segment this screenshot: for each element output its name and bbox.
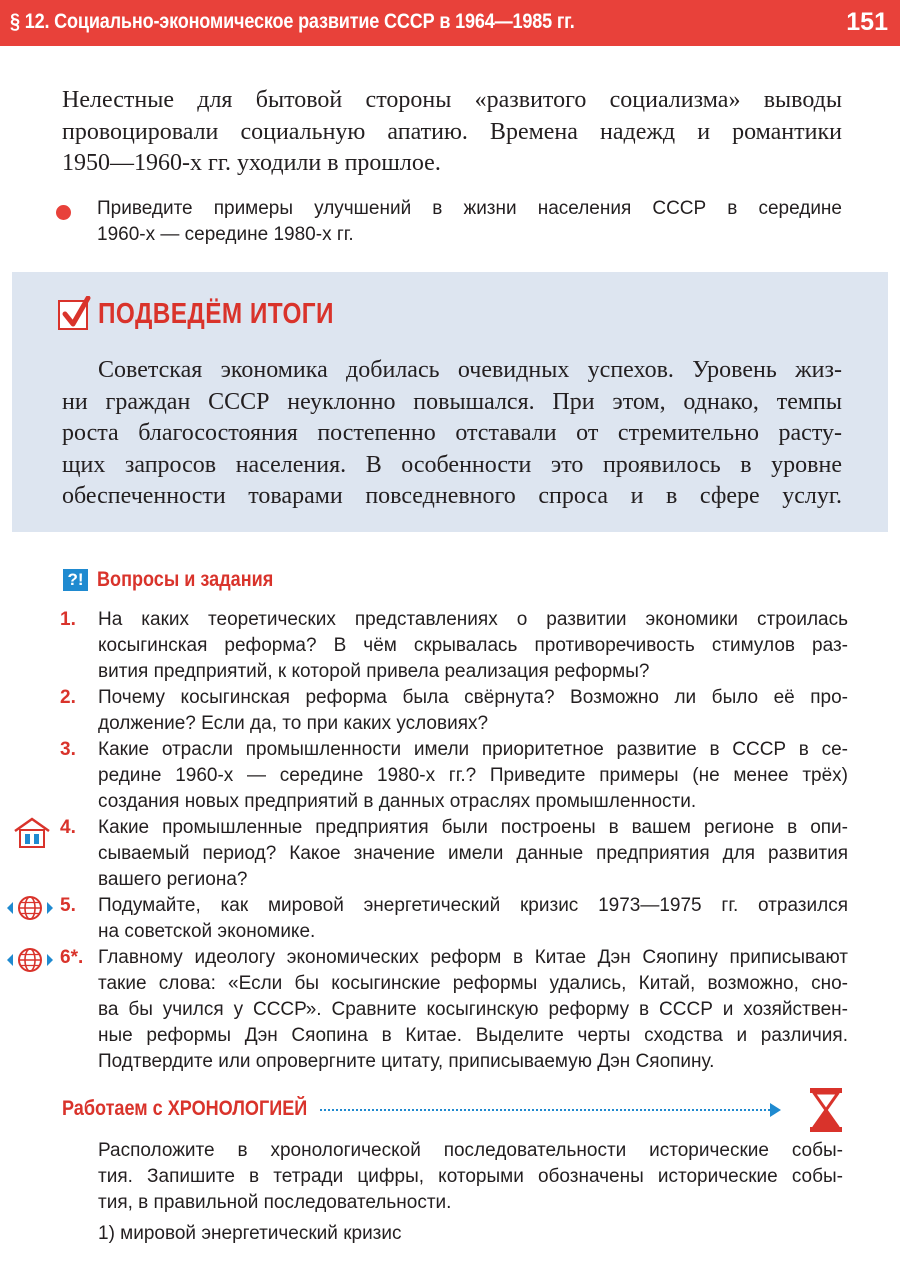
summary-line: Советская экономика добилась очевидных успехов. Уровень жиз- (98, 357, 842, 383)
page-header (0, 0, 900, 46)
question-line: Какие отрасли промышленности имели приоритетное развитие в СССР в се- (98, 739, 848, 760)
question-number: 3. (60, 739, 76, 760)
question-line: ные реформы Дэн Сяопина в Китае. Выделите черты сходства и различия. (98, 1025, 848, 1046)
chronology-item: 1) мировой энергетический кризис (98, 1223, 402, 1244)
question-line: такие слова: «Если бы косыгинские реформы удались, Китай, возможно, сно- (98, 973, 848, 994)
home-region-icon (12, 816, 52, 855)
questions-heading: Вопросы и задания (97, 568, 274, 591)
question-line: На каких теоретических представлениях о развитии экономики строилась (98, 609, 848, 630)
task-text (97, 196, 842, 248)
checkmark-icon (58, 300, 88, 330)
page-number: 151 (846, 8, 888, 36)
chronology-heading: Работаем с ХРОНОЛОГИЕЙ (62, 1097, 308, 1120)
question-line: редине 1960-х — середине 1980-х гг.? Приведите примеры (не менее трёх) (98, 765, 848, 786)
question-item (48, 607, 848, 685)
question-line: вашего региона? (98, 869, 248, 890)
intro-line: провоцировали социальную апатию. Времена надежд и романтики (62, 118, 842, 145)
question-line: ва бы учился у СССР». Сравните косыгинскую реформу в СССР и хозяйствен- (98, 999, 848, 1020)
bullet-dot-icon (56, 205, 71, 220)
chronology-line: тия, в правильной последовательности. (98, 1192, 452, 1213)
question-line: на советской экономике. (98, 921, 316, 942)
question-number: 2. (60, 687, 76, 708)
question-item (48, 893, 848, 945)
summary-line: ни граждан СССР неуклонно повышался. При этом, однако, темпы (62, 388, 842, 415)
question-item (48, 945, 848, 1075)
summary-heading: ПОДВЕДЁМ ИТОГИ (98, 298, 334, 330)
questions-icon: ?! (63, 569, 88, 591)
question-line: Подумайте, как мировой энергетический кризис 1973—1975 гг. отразился (98, 895, 848, 916)
question-line: Главному идеологу экономических реформ в Китае Дэн Сяопину приписывают (98, 947, 848, 968)
summary-line: щих запросов населения. В особенности это проявилось в уровне (62, 451, 842, 478)
question-line: Почему косыгинская реформа была свёрнута? Возможно ли было её про- (98, 687, 848, 708)
intro-line: 1950—1960-х гг. уходили в прошлое. (62, 150, 441, 176)
questions-list (48, 607, 848, 1075)
question-line: сываемый период? Какое значение имели данные предприятия для развития (98, 843, 848, 864)
question-item (48, 737, 848, 815)
question-number: 6*. (60, 947, 84, 968)
task-line: Приведите примеры улучшений в жизни населения СССР в середине (97, 198, 842, 219)
arrow-right-icon (770, 1103, 781, 1117)
question-line: Подтвердите или опровергните цитату, приписываемую Дэн Сяопину. (98, 1051, 715, 1072)
question-item (48, 815, 848, 893)
hourglass-icon (808, 1086, 844, 1139)
question-line: Какие промышленные предприятия были построены в вашем регионе в опи- (98, 817, 848, 838)
question-line: должение? Если да, то при каких условиях? (98, 713, 489, 734)
question-line: косыгинская реформа? В чём скрывалась противоречивость стимулов раз- (98, 635, 848, 656)
chapter-title: § 12. Социально-экономическое развитие СССР в 1964—1985 гг. (10, 10, 575, 33)
question-item (48, 685, 848, 737)
summary-line: обеспеченности товарами повседневного спроса и в сфере услуг. (62, 483, 842, 509)
chronology-line: Расположите в хронологической последовательности исторические собы- (98, 1140, 843, 1161)
intro-line: Нелестные для бытовой стороны «развитого социализма» выводы (62, 87, 842, 113)
dotted-divider (320, 1109, 770, 1111)
question-line: вития предприятий, к которой привела реализация реформы? (98, 661, 650, 682)
question-number: 1. (60, 609, 76, 630)
task-line: 1960-х — середине 1980-х гг. (97, 224, 354, 245)
question-number: 4. (60, 817, 76, 838)
summary-paragraph (62, 355, 842, 513)
question-line: создания новых предприятий в данных отраслях промышленности. (98, 791, 697, 812)
question-number: 5. (60, 895, 76, 916)
chronology-instructions (98, 1138, 843, 1216)
chronology-line: тия. Запишите в тетради цифры, которыми обозначены исторические собы- (98, 1166, 843, 1187)
summary-line: роста благосостояния постепенно отставали от стремительно расту- (62, 420, 842, 446)
intro-paragraph (62, 85, 842, 180)
